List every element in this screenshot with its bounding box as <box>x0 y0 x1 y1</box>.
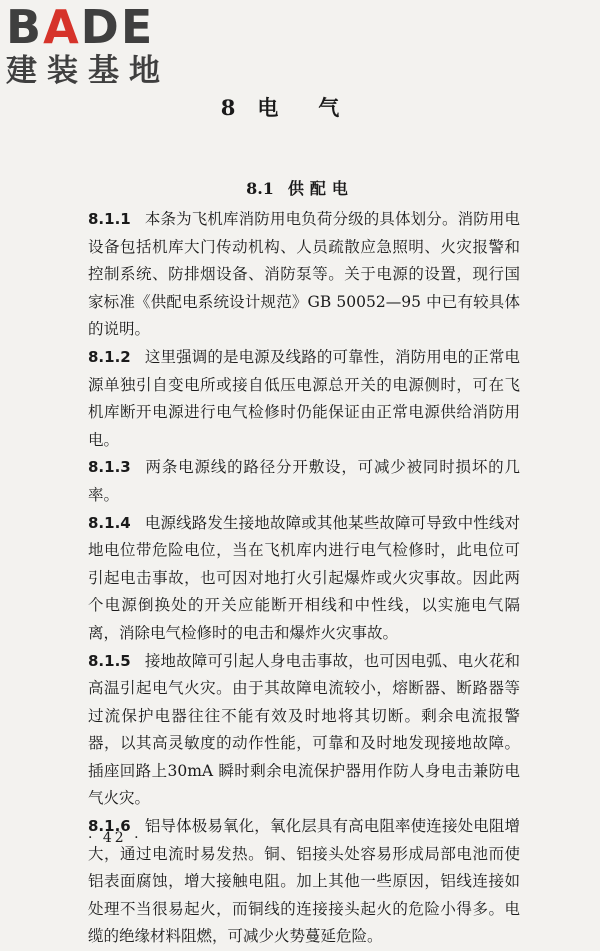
page-number: · 42 · <box>88 830 142 846</box>
clause-text: 两条电源线的路径分开敷设，可减少被同时损坏的几率。 <box>88 458 520 504</box>
clause-text: 铝导体极易氧化，氧化层具有高电阻率使连接处电阻增大，通过电流时易发热。铜、铝接头处容易形成局部电池而使铝表面腐蚀，增大接触电阻。加上其他一些原因，铝线连接如处理不当很易起火，而铜线的连接接头起火的危险小得多。电缆的绝缘材料阻燃，可减少火势蔓延危险。 <box>88 817 520 946</box>
clause <box>88 648 520 814</box>
clause-number: 8.1.1 <box>88 210 131 228</box>
clause-number: 8.1.6 <box>88 817 131 836</box>
clause-list <box>88 206 520 951</box>
section-number: 8.1 <box>246 179 274 198</box>
clause-text: 接地故障可引起人身电击事故，也可因电弧、电火花和高温引起电气火灾。由于其故障电流较小，熔断器、断路器等过流保护电器往往不能有效及时地将其切断。剩余电流报警器，以其高灵敏度的动作性能，可靠和及时地发现接地故障。插座回路上30mA 瞬时剩余电流保护器用作防人身电击兼防电气火灾。 <box>88 651 520 808</box>
clause <box>88 344 520 454</box>
chapter-title <box>0 92 600 122</box>
chapter-heading: 电气 <box>257 95 380 120</box>
section-title <box>0 176 600 199</box>
clause-text: 本条为飞机库消防用电负荷分级的具体划分。消防用电设备包括机库大门传动机构、人员疏散应急照明、火灾报警和控制系统、防排烟设备、消防泵等。关于电源的设置，现行国家标准《供配电系统设计规范》GB 50052—95 中已有较具体的说明。 <box>88 210 520 339</box>
clause-text: 电源线路发生接地故障或其他某些故障可导致中性线对地电位带危险电位，当在飞机库内进行电气检修时，此电位可引起电击事故，也可因对地打火引起爆炸或火灾事故。因此两个电源倒换处的开关应能断开相线和中性线，以实施电气隔离，消除电气检修时的电击和爆炸火灾事故。 <box>88 513 520 642</box>
clause <box>88 813 520 951</box>
clause <box>88 206 520 344</box>
section-heading: 供配电 <box>287 179 354 198</box>
clause <box>88 454 520 509</box>
logo-subtitle: 建装基地 <box>6 53 170 89</box>
clause <box>88 510 520 648</box>
clause-number: 8.1.4 <box>88 513 131 532</box>
clause-text: 这里强调的是电源及线路的可靠性，消防用电的正常电源单独引自变电所或接自低压电源总开关的电源侧时，可在飞机库断开电源进行电气检修时仍能保证由正常电源供给消防用电。 <box>88 347 520 449</box>
logo-brand <box>6 0 181 54</box>
clause-number: 8.1.3 <box>88 458 131 477</box>
logo <box>6 0 181 90</box>
clause-number: 8.1.5 <box>88 651 131 670</box>
clause-number: 8.1.2 <box>88 347 131 366</box>
logo-brand-text: BADE <box>6 0 155 54</box>
chapter-number: 8 <box>220 95 240 120</box>
